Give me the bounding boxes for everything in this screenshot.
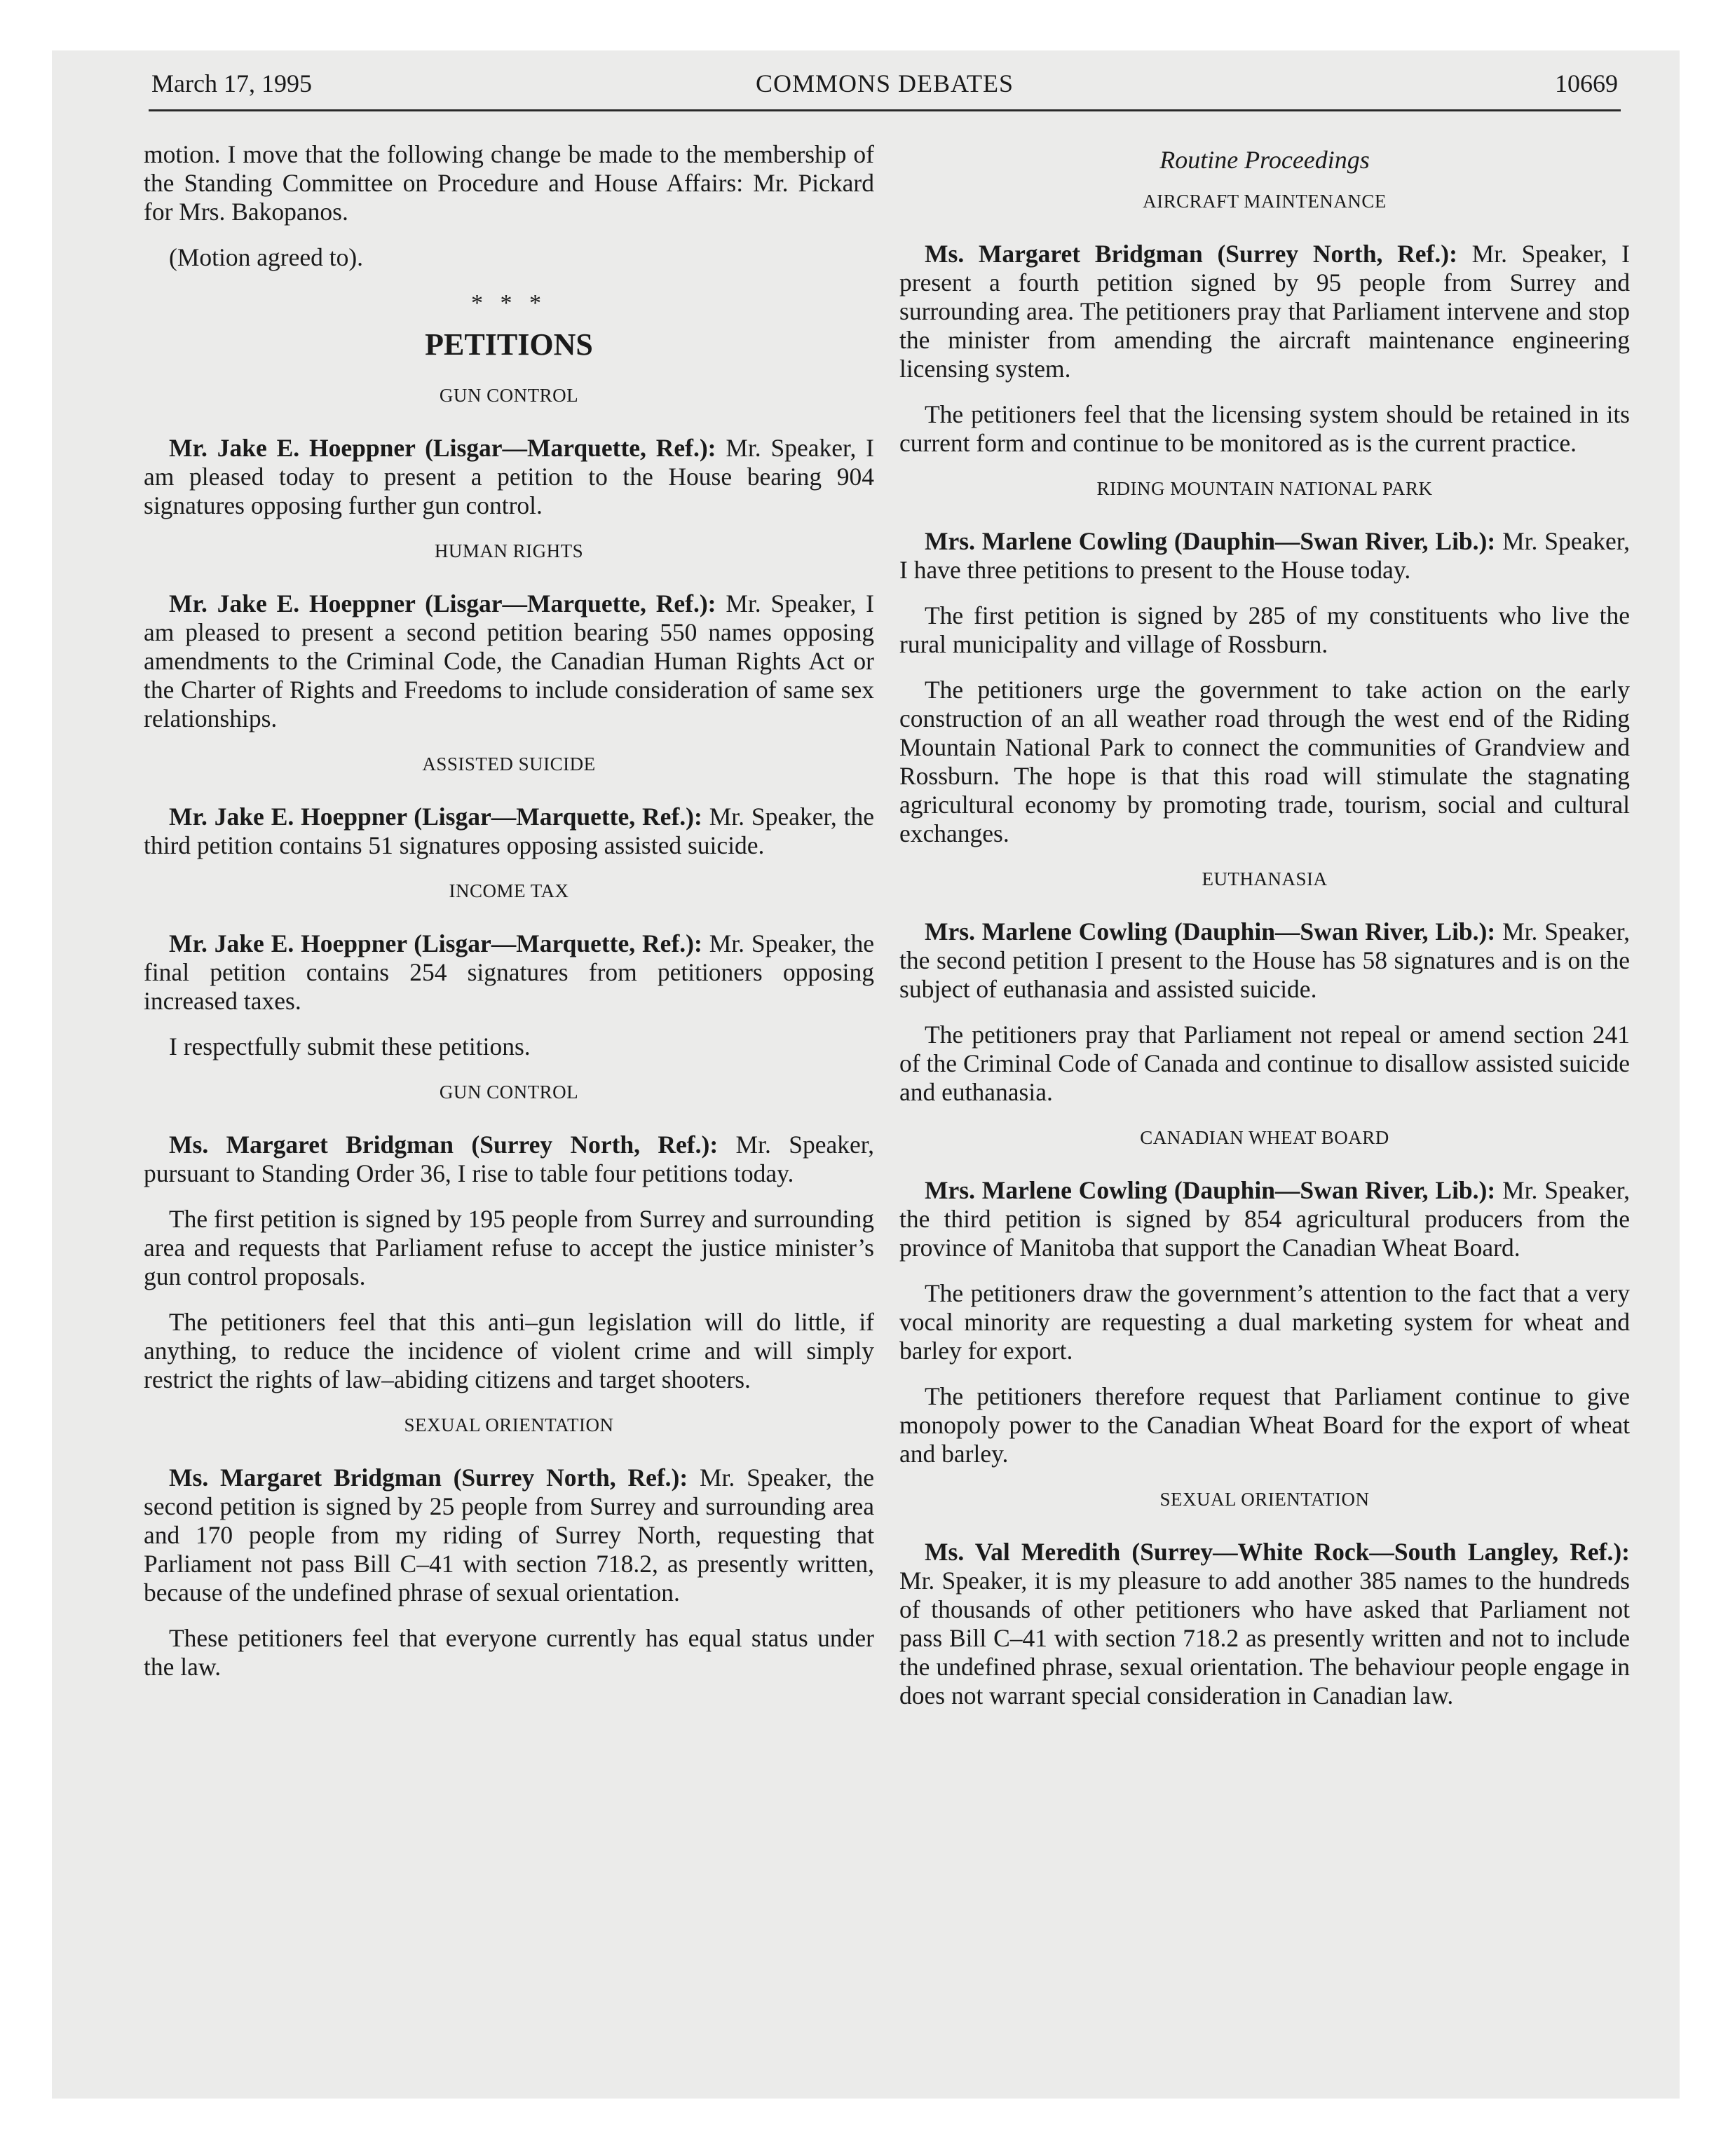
speech-text: Mr. Speaker, I present a fourth petition signed by 95 people from Surrey and surrounding area. The petitioners pray that Parliament intervene and stop the minister from amending the aircraft maintenance engineering licensing system. bbox=[899, 240, 1631, 383]
paragraph bbox=[144, 434, 874, 520]
header-date: March 17, 1995 bbox=[151, 69, 312, 97]
speaker-name: Mrs. Marlene Cowling (Dauphin—Swan River, Lib.): bbox=[925, 527, 1496, 555]
speaker-name: Mr. Jake E. Hoeppner (Lisgar—Marquette, Ref.): bbox=[169, 589, 716, 618]
speaker-name: Mr. Jake E. Hoeppner (Lisgar—Marquette, Ref.): bbox=[169, 803, 702, 831]
paragraph: These petitioners feel that everyone currently has equal status under the law. bbox=[144, 1624, 874, 1681]
paragraph bbox=[899, 1538, 1630, 1710]
subheading: SEXUAL ORIENTATION bbox=[1159, 1489, 1370, 1510]
subheading: GUN CONTROL bbox=[439, 1082, 579, 1103]
speech-text: Mr. Speaker, the third petition is signed by 854 agricultural producers from the province of Manitoba that support the Canadian Wheat Board. bbox=[899, 1176, 1631, 1262]
paragraph bbox=[899, 917, 1630, 1004]
subheading: AIRCRAFT MAINTENANCE bbox=[1143, 191, 1387, 212]
left-column bbox=[144, 140, 874, 1698]
subheading: HUMAN RIGHTS bbox=[434, 540, 584, 561]
paragraph bbox=[144, 1131, 874, 1188]
paragraph: (Motion agreed to). bbox=[169, 243, 364, 271]
paragraph: The petitioners feel that the licensing system should be retained in its current form and continue to be monitored as is the current practice. bbox=[899, 400, 1630, 457]
speaker-name: Ms. Margaret Bridgman (Surrey North, Ref.): bbox=[169, 1131, 719, 1159]
subheading: RIDING MOUNTAIN NATIONAL PARK bbox=[1096, 478, 1433, 499]
page-header bbox=[151, 69, 1618, 111]
section-separator: * * * bbox=[471, 290, 547, 316]
subheading: EUTHANASIA bbox=[1202, 868, 1328, 889]
paragraph bbox=[144, 589, 874, 733]
rubric-heading: Routine Proceedings bbox=[1159, 146, 1370, 174]
paragraph bbox=[899, 240, 1630, 383]
speech-text: Mr. Speaker, pursuant to Standing Order 36, I rise to table four petitions today. bbox=[144, 1131, 875, 1187]
speaker-name: Mrs. Marlene Cowling (Dauphin—Swan River, Lib.): bbox=[925, 917, 1496, 946]
speech-text: Mr. Speaker, the third petition contains 51 signatures opposing assisted suicide. bbox=[144, 803, 875, 859]
paragraph: The petitioners pray that Parliament not repeal or amend section 241 of the Criminal Code of Canada and continue to disallow assisted suicide and euthanasia. bbox=[899, 1021, 1630, 1106]
speaker-name: Ms. Margaret Bridgman (Surrey North, Ref.): bbox=[169, 1464, 688, 1492]
subheading: GUN CONTROL bbox=[439, 385, 579, 406]
paragraph: The petitioners draw the government’s attention to the fact that a very vocal minority are requesting a dual marketing system for wheat and barley for export. bbox=[899, 1279, 1630, 1365]
speech-text: Mr. Speaker, I am pleased to present a second petition bearing 550 names opposing amendments to the Criminal Code, the Canadian Human Rights Act or the Charter of Rights and Freedoms to include consideration of same sex relationships. bbox=[144, 589, 875, 732]
speaker-name: Ms. Margaret Bridgman (Surrey North, Ref.): bbox=[925, 240, 1457, 268]
speech-text: Mr. Speaker, the second petition is signed by 25 people from Surrey and surrounding area and 170 people from my riding of Surrey North, requesting that Parliament not pass Bill C–41 with section 718.2, as presently written, because of the undefined phrase of sexual orientation. bbox=[144, 1464, 875, 1606]
paragraph bbox=[899, 527, 1630, 585]
paragraph: The petitioners urge the government to take action on the early construction of an all weather road through the west end of the Riding Mountain National Park to connect the communities of Grandview and Rossburn. The hope is that this road will stimulate the stagnating agricultural economy by promoting trade, tourism, social and cultural exchanges. bbox=[899, 676, 1630, 847]
speaker-name: Ms. Val Meredith (Surrey—White Rock—South Langley, Ref.): bbox=[925, 1538, 1630, 1566]
speech-text: Mr. Speaker, the final petition contains 254 signatures from petitioners opposing increased taxes. bbox=[144, 929, 875, 1015]
paragraph bbox=[144, 803, 874, 860]
header-title: COMMONS DEBATES bbox=[755, 69, 1014, 97]
section-heading: PETITIONS bbox=[425, 327, 593, 362]
paragraph bbox=[144, 1464, 874, 1607]
speech-text: Mr. Speaker, it is my pleasure to add another 385 names to the hundreds of thousands of other petitioners who have asked that Parliament not pass Bill C–41 with section 718.2 as presently written and not to include the undefined phrase, sexual orientation. The behaviour people engage in does not warrant special consideration in Canadian law. bbox=[899, 1567, 1630, 1710]
speaker-name: Mr. Jake E. Hoeppner (Lisgar—Marquette, Ref.): bbox=[169, 929, 702, 957]
speaker-name: Mrs. Marlene Cowling (Dauphin—Swan River, Lib.): bbox=[925, 1176, 1496, 1204]
speech-text: Mr. Speaker, I am pleased today to present a petition to the House bearing 904 signatures opposing further gun control. bbox=[144, 434, 875, 519]
paragraph: The first petition is signed by 195 people from Surrey and surrounding area and requests that Parliament refuse to accept the justice minister’s gun control proposals. bbox=[144, 1205, 874, 1290]
subheading: CANADIAN WHEAT BOARD bbox=[1140, 1127, 1389, 1148]
page-number: 10669 bbox=[1555, 69, 1618, 97]
right-column bbox=[899, 140, 1630, 1727]
paragraph bbox=[144, 929, 874, 1016]
paragraph: I respectfully submit these petitions. bbox=[169, 1032, 531, 1060]
subheading: SEXUAL ORIENTATION bbox=[404, 1414, 614, 1435]
subheading: INCOME TAX bbox=[449, 880, 569, 901]
speaker-name: Mr. Jake E. Hoeppner (Lisgar—Marquette, Ref.): bbox=[169, 434, 716, 462]
speech-text: Mr. Speaker, the second petition I present to the House has 58 signatures and is on the subject of euthanasia and assisted suicide. bbox=[899, 917, 1631, 1003]
paragraph: The petitioners therefore request that Parliament continue to give monopoly power to the Canadian Wheat Board for the export of wheat and barley. bbox=[899, 1382, 1630, 1468]
paragraph: The petitioners feel that this anti–gun legislation will do little, if anything, to reduce the incidence of violent crime and will simply restrict the rights of law–abiding citizens and target shooters. bbox=[144, 1308, 874, 1393]
paragraph: motion. I move that the following change be made to the membership of the Standing Committee on Procedure and House Affairs: Mr. Pickard for Mrs. Bakopanos. bbox=[144, 140, 874, 226]
subheading: ASSISTED SUICIDE bbox=[422, 753, 596, 775]
paragraph: The first petition is signed by 285 of my constituents who live the rural municipality and village of Rossburn. bbox=[899, 601, 1630, 658]
speech-text: Mr. Speaker, I have three petitions to present to the House today. bbox=[899, 527, 1631, 584]
paragraph bbox=[899, 1176, 1630, 1262]
header-rule bbox=[149, 109, 1621, 111]
